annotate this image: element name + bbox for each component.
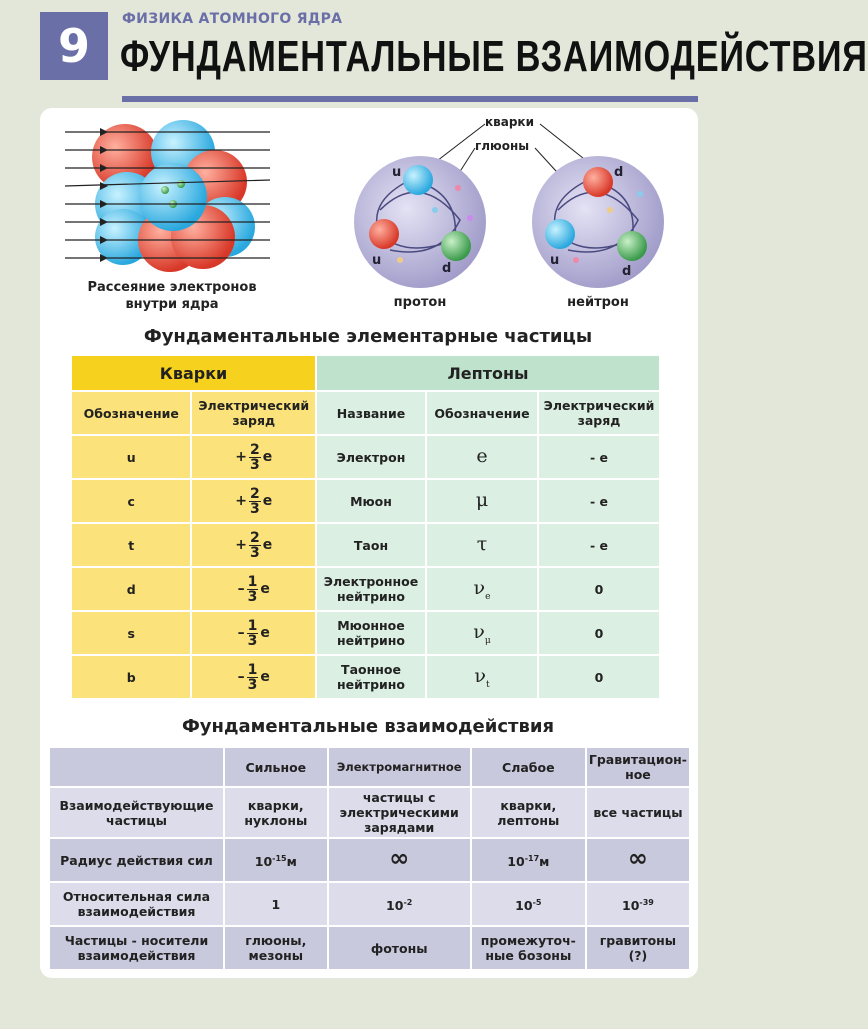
lepton-symbol: μ xyxy=(426,479,538,523)
row-radius-label: Радиус действия сил xyxy=(49,838,224,882)
neutron-quark-3: u xyxy=(550,253,560,268)
particles-table xyxy=(70,354,661,700)
row-carriers-grav: гравитоны (?) xyxy=(586,926,690,970)
table-row xyxy=(71,611,660,655)
row-radius-strong: $10^{-15}м$ xyxy=(224,838,328,882)
leptons-col-charge: Электрический заряд xyxy=(538,391,660,435)
row-particles-em: частицы с электрическими зарядами xyxy=(328,787,471,838)
lepton-name: Электронное нейтрино xyxy=(316,567,426,611)
quarks-col-symbol: Обозначение xyxy=(71,391,191,435)
lepton-name: Мюонное нейтрино xyxy=(316,611,426,655)
row-particles-weak: кварки, лептоны xyxy=(471,787,586,838)
proton-quark-1: u xyxy=(392,165,402,180)
row-particles-label: Взаимодействующие частицы xyxy=(49,787,224,838)
quark-charge: – 1 3 e xyxy=(191,655,316,699)
leptons-col-symbol: Обозначение xyxy=(426,391,538,435)
quark-charge: + $\frac{2}{3}$ e xyxy=(191,523,316,567)
quark-symbol: t xyxy=(71,523,191,567)
row-radius-em xyxy=(328,838,471,882)
header-strong: Сильное xyxy=(224,747,328,787)
scattering-caption: Рассеяние электронов внутри ядра xyxy=(87,280,257,312)
quark-charge: – 1 3 e xyxy=(191,567,316,611)
infinity-symbol: ∞ xyxy=(389,844,410,872)
page-number-badge: 9 xyxy=(40,12,108,80)
quarks-col-charge: Электрический заряд xyxy=(191,391,316,435)
row-particles-strong: кварки, нуклоны xyxy=(224,787,328,838)
table-row xyxy=(71,479,660,523)
row-carriers-strong: глюоны, мезоны xyxy=(224,926,328,970)
quark-charge: – 1 3 e xyxy=(191,611,316,655)
neutron-quark-1: d xyxy=(614,165,624,180)
quark-symbol: s xyxy=(71,611,191,655)
quark-charge: + $\frac{2}{3}$ e xyxy=(191,435,316,479)
proton-label: протон xyxy=(393,295,447,310)
row-strength-em: $10^{-2}$ xyxy=(328,882,471,926)
quark-symbol: d xyxy=(71,567,191,611)
row-carriers-label: Частицы - носители взаимодействия xyxy=(49,926,224,970)
header-weak: Слабое xyxy=(471,747,586,787)
quark-symbol: u xyxy=(71,435,191,479)
quark-charge: + $\frac{2}{3}$ e xyxy=(191,479,316,523)
row-strength-label: Относительная сила взаимодействия xyxy=(49,882,224,926)
nucleon-diagram xyxy=(340,110,680,285)
proton-quark-2: u xyxy=(372,253,382,268)
interactions-corner-cell xyxy=(49,747,224,787)
row-strength-grav: $10^{-39}$ xyxy=(586,882,690,926)
lepton-charge: 0 xyxy=(538,611,660,655)
quarks-header: Кварки xyxy=(71,355,316,391)
proton-quark-3: d xyxy=(442,261,452,276)
section-subtitle: ФИЗИКА АТОМНОГО ЯДРА xyxy=(122,11,343,27)
lepton-symbol: $\nu_\mu$ xyxy=(426,611,538,655)
infinity-symbol: ∞ xyxy=(627,844,648,872)
row-carriers-em: фотоны xyxy=(328,926,471,970)
row-strength-weak: $10^{-5}$ xyxy=(471,882,586,926)
lepton-symbol: $\nu_t$ xyxy=(426,655,538,699)
lepton-name: Мюон xyxy=(316,479,426,523)
row-strength-strong: 1 xyxy=(224,882,328,926)
page-title: ФУНДАМЕНТАЛЬНЫЕ ВЗАИМОДЕЙСТВИЯ xyxy=(120,32,868,81)
lepton-charge: 0 xyxy=(538,655,660,699)
leptons-col-name: Название xyxy=(316,391,426,435)
lepton-charge: - e xyxy=(538,435,660,479)
neutron-quark-2: d xyxy=(622,264,632,279)
lepton-symbol: τ xyxy=(426,523,538,567)
title-underline xyxy=(122,96,698,102)
particles-title: Фундаментальные элементарные частицы xyxy=(143,326,593,347)
gluons-label: глюоны xyxy=(475,139,530,153)
lepton-charge: - e xyxy=(538,479,660,523)
interactions-table xyxy=(48,746,691,971)
lepton-charge: - e xyxy=(538,523,660,567)
interactions-title: Фундаментальные взаимодействия xyxy=(181,716,555,737)
lepton-symbol: e xyxy=(426,435,538,479)
nucleus-scattering-illustration xyxy=(65,112,275,277)
table-row xyxy=(71,523,660,567)
table-row xyxy=(71,567,660,611)
neutron-label: нейтрон xyxy=(567,295,629,310)
quarks-label: кварки xyxy=(485,115,534,129)
lepton-charge: 0 xyxy=(538,567,660,611)
row-carriers-weak: промежуточ- ные бозоны xyxy=(471,926,586,970)
quark-symbol: c xyxy=(71,479,191,523)
row-particles-grav: все частицы xyxy=(586,787,690,838)
header-gravitational: Гравитацион- ное xyxy=(586,747,690,787)
lepton-name: Таонное нейтрино xyxy=(316,655,426,699)
row-radius-weak: $10^{-17}м$ xyxy=(471,838,586,882)
quark-symbol: b xyxy=(71,655,191,699)
header-electromagnetic: Электромагнитное xyxy=(328,747,471,787)
lepton-name: Таон xyxy=(316,523,426,567)
table-row xyxy=(71,435,660,479)
lepton-name: Электрон xyxy=(316,435,426,479)
row-radius-grav xyxy=(586,838,690,882)
lepton-symbol: $\nu_e$ xyxy=(426,567,538,611)
table-row xyxy=(71,655,660,699)
leptons-header: Лептоны xyxy=(316,355,660,391)
